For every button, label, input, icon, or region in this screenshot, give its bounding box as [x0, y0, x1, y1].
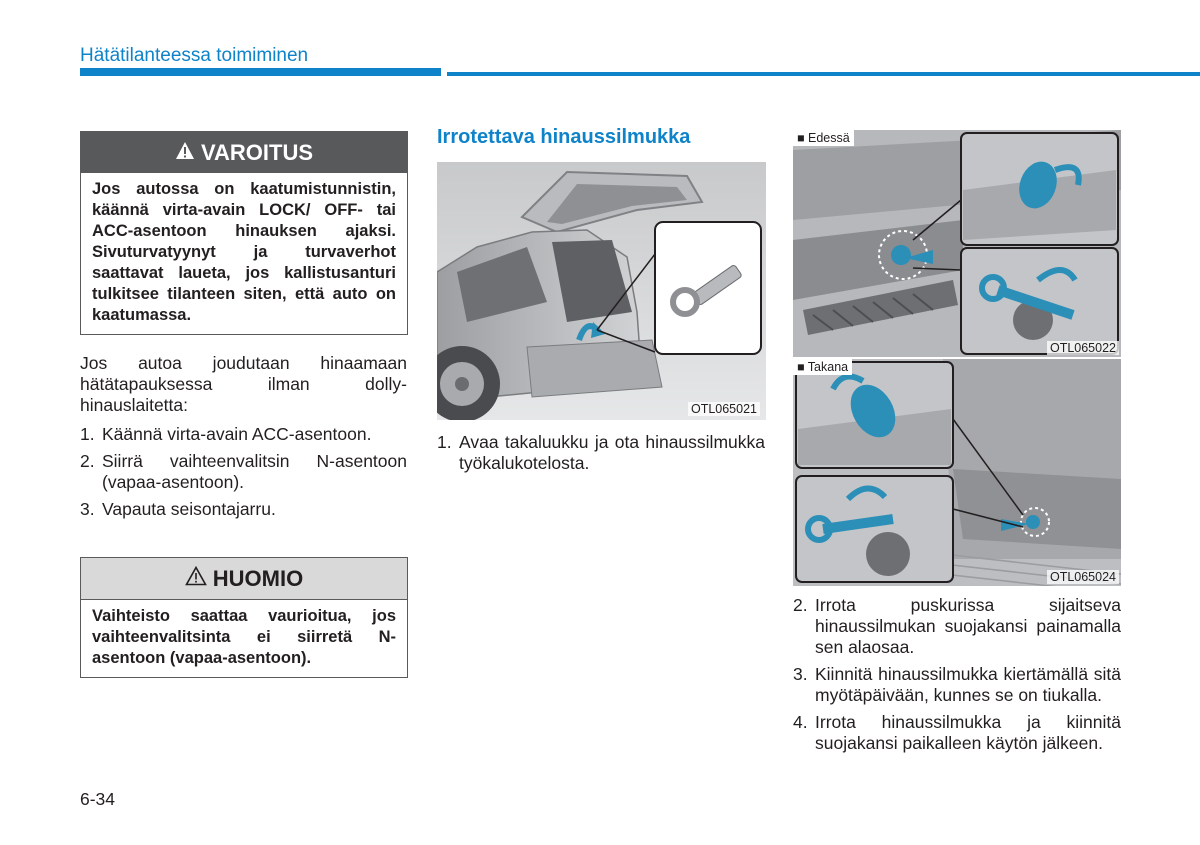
- section-title: Irrotettava hinaussilmukka: [437, 126, 691, 148]
- figure-code: OTL065024: [1047, 570, 1119, 584]
- list-item: 3. Vapauta seisontajarru.: [80, 499, 276, 519]
- warning-text: Jos autossa on kaatumistunnistin, käännä virta-avain LOCK/ OFF- tai ACC-asentoon hinauksen ajaksi. Sivuturvatyynyt ja turvaverhot saattavat laueta, jos kallistusanturi tulkitsee tilanteen siten, että auto on kaatumassa.: [92, 180, 396, 324]
- section-header: Hätätilanteessa toimiminen: [80, 45, 309, 66]
- figure-code: OTL065021: [688, 402, 760, 416]
- list-item: 1. Avaa takaluukku ja ota hinaussilmukka työkalukotelosta.: [437, 432, 765, 473]
- middle-step-list: [437, 432, 765, 480]
- caution-title: HUOMIO: [212, 565, 304, 591]
- warning-box: [80, 131, 408, 335]
- warning-header: [81, 132, 407, 173]
- page-number: 6-34: [80, 789, 116, 809]
- warning-title: VAROITUS: [200, 139, 314, 165]
- rear-hook-figure: [793, 359, 1121, 586]
- tailgate-illustration: [437, 162, 766, 420]
- figure-code: OTL065022: [1047, 341, 1119, 355]
- caution-header: [81, 558, 407, 600]
- rear-bumper-illustration: [793, 359, 1121, 586]
- caution-box: [80, 557, 408, 678]
- header-rule-thin: [447, 72, 1200, 76]
- right-step-list: [793, 595, 1121, 760]
- list-item: 4. Irrota hinaussilmukka ja kiinnitä suojakansi paikalleen käytön jälkeen.: [793, 712, 1121, 753]
- list-item: 2. Siirrä vaihteenvalitsin N-asentoon (vapaa-asentoon).: [80, 451, 407, 492]
- caution-text: Vaihteisto saattaa vaurioitua, jos vaihteenvalitsinta ei siirretä N-asentoon (vapaa-asentoon).: [92, 607, 396, 667]
- caution-triangle-icon: [185, 566, 207, 592]
- header-rule-thick: [80, 68, 441, 76]
- rear-label: ■ Takana: [793, 359, 852, 375]
- tailgate-figure: [437, 162, 766, 420]
- list-item: 2. Irrota puskurissa sijaitseva hinaussilmukan suojakansi painamalla sen alaosaa.: [793, 595, 1121, 657]
- front-label: ■ Edessä: [793, 130, 854, 146]
- left-step-list: [80, 424, 407, 526]
- front-hook-figure: [793, 130, 1121, 357]
- front-bumper-illustration: [793, 130, 1121, 357]
- list-item: 3. Kiinnitä hinaussilmukka kiertämällä sitä myötäpäivään, kunnes se on tiukalla.: [793, 664, 1121, 705]
- warning-triangle-icon: [175, 140, 195, 166]
- intro-paragraph: Jos autoa joudutaan hinaamaan hätätapauksessa ilman dolly-hinauslaitetta:: [80, 353, 407, 415]
- list-item: 1. Käännä virta-avain ACC-asentoon.: [80, 424, 372, 444]
